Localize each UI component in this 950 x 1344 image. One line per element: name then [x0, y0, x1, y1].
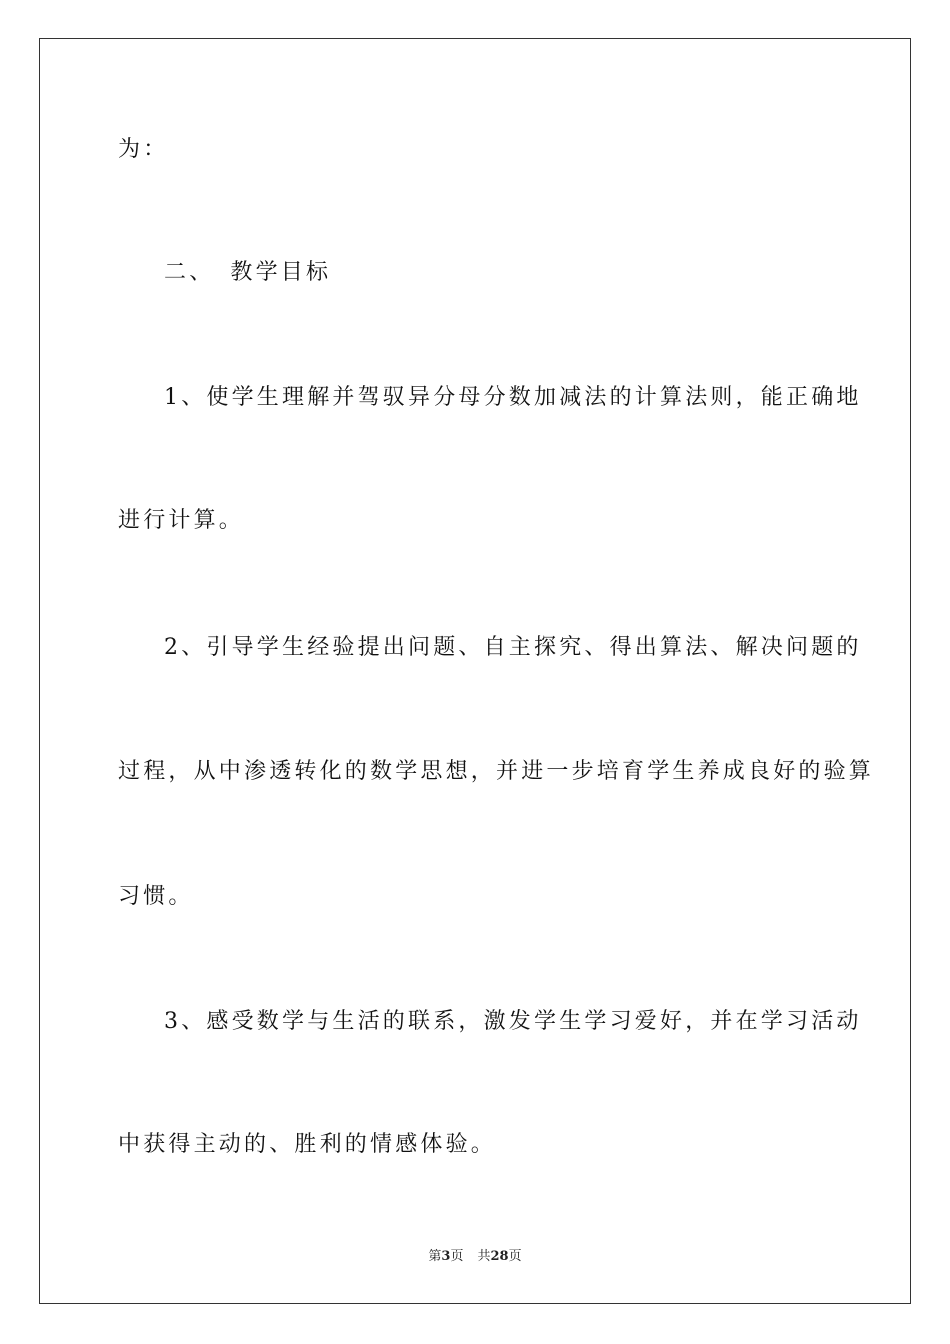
section-heading-number: 二、 — [164, 260, 215, 285]
footer-page-prefix: 第 — [428, 1249, 442, 1264]
text-line-continuation: 为： — [118, 137, 169, 162]
text-line-goal-2-cont-2: 习惯。 — [118, 884, 194, 909]
text-line-goal-1: 1、使学生理解并驾驭异分母分数加减法的计算法则，能正确地 — [164, 385, 862, 410]
text-line-goal-2: 2、引导学生经验提出问题、自主探究、得出算法、解决问题的 — [164, 635, 862, 660]
page-border — [39, 38, 911, 1304]
footer-page-suffix: 页 — [450, 1249, 464, 1264]
footer-total-prefix: 共 — [477, 1249, 491, 1264]
footer-page-number: 3 — [441, 1249, 451, 1264]
footer-total-suffix: 页 — [508, 1249, 522, 1264]
section-heading — [164, 258, 331, 288]
section-heading-title: 教学目标 — [230, 260, 332, 285]
text-line-goal-3-cont: 中获得主动的、胜利的情感体验。 — [118, 1132, 497, 1157]
text-line-goal-1-cont: 进行计算。 — [118, 508, 245, 533]
footer-total-pages: 28 — [490, 1249, 509, 1264]
text-line-goal-3: 3、感受数学与生活的联系，激发学生学习爱好，并在学习活动 — [164, 1009, 862, 1034]
text-line-goal-2-cont: 过程，从中渗透转化的数学思想，并进一步培育学生养成良好的验算 — [118, 759, 875, 784]
page-footer — [0, 1245, 950, 1264]
